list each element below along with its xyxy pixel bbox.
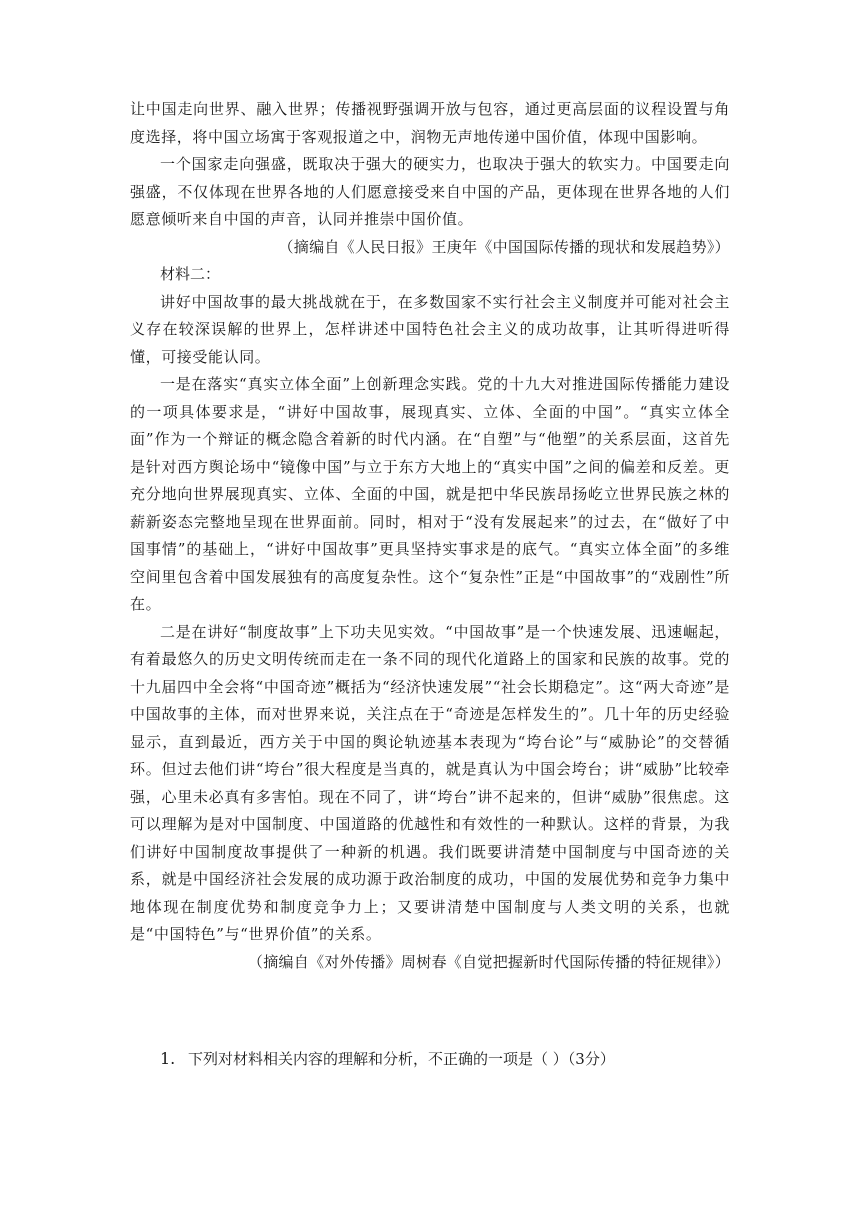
paragraph-material-one-continued: 让中国走向世界、融入世界；传播视野强调开放与包容，通过更高层面的议程设置与角度选择，将中国立场寓于客观报道之中，润物无声地传递中国价值，体现中国影响。 — [130, 100, 730, 146]
question-number: 1. — [160, 1049, 176, 1068]
paragraph-material-two-1: 讲好中国故事的最大挑战就在于，在多数国家不实行社会主义制度并可能对社会主义存在较深误解的世界上，怎样讲述中国特色社会主义的成功故事，让其听得进听得懂，可接受能认同。 — [130, 292, 730, 366]
question-text: 下列对材料相关内容的理解和分析，不正确的一项是（ ）（3分） — [188, 1050, 615, 1068]
article-body — [130, 96, 730, 976]
source-citation-material-one: （摘编自《人民日报》王庚年《中国国际传播的现状和发展趋势》） — [278, 237, 730, 256]
source-citation-material-two: （摘编自《对外传播》周树春《自觉把握新时代国际传播的特征规律》） — [247, 952, 730, 971]
paragraph-material-two-2: 一是在落实“真实立体全面”上创新理念实践。党的十九大对推进国际传播能力建设的一项具体要求是，“讲好中国故事，展现真实、立体、全面的中国”。“真实立体全面”作为一个辩证的概念隐含着新的时代内涵。在“自塑”与“他塑”的关系层面，这首先是针对西方舆论场中“镜像中国”与立于东方大地上的“真实中国”之间的偏差和反差。更充分地向世界展现真实、立体、全面的中国，就是把中华民族昂扬屹立世界民族之林的薪新姿态完整地呈现在世界面前。同时，相对于“没有发展起来”的过去，在“做好了中国事情”的基础上，“讲好中国故事”更具坚持实事求是的底气。“真实立体全面”的多维空间里包含着中国发展独有的高度复杂性。这个“复杂性”正是“中国故事”的“戏剧性”所在。 — [130, 375, 730, 613]
paragraph-material-one-2: 一个国家走向强盛，既取决于强大的硬实力，也取决于强大的软实力。中国要走向强盛，不仅体现在世界各地的人们愿意接受来自中国的产品，更体现在世界各地的人们愿意倾听来自中国的声音，认同并推崇中国价值。 — [130, 155, 730, 228]
question-1 — [160, 1049, 615, 1069]
material-two-label: 材料二： — [160, 265, 221, 283]
paragraph-material-two-3: 二是在讲好“制度故事”上下功夫见实效。“中国故事”是一个快速发展、迅速崛起，有着最悠久的历史文明传统而走在一条不同的现代化道路上的国家和民族的故事。党的十九届四中全会将“中国奇迹”概括为“经济快速发展”“社会长期稳定”。这“两大奇迹”是中国故事的主体，而对世界来说，关注点在于“奇迹是怎样发生的”。几十年的历史经验显示，直到最近，西方关于中国的舆论轨迹基本表现为“垮台论”与“威胁论”的交替循环。但过去他们讲“垮台”很大程度是当真的，就是真认为中国会垮台；讲“威胁”比较牵强，心里未必真有多害怕。现在不同了，讲“垮台”讲不起来的，但讲“威胁”很焦虑。这可以理解为是对中国制度、中国道路的优越性和有效性的一种默认。这样的背景，为我们讲好中国制度故事提供了一种新的机遇。我们既要讲清楚中国制度与中国奇迹的关系，就是中国经济社会发展的成功源于政治制度的成功，中国的发展优势和竞争力集中地体现在制度优势和制度竞争力上；又要讲清楚中国制度与人类文明的关系，也就是“中国特色”与“世界价值”的关系。 — [130, 622, 730, 943]
